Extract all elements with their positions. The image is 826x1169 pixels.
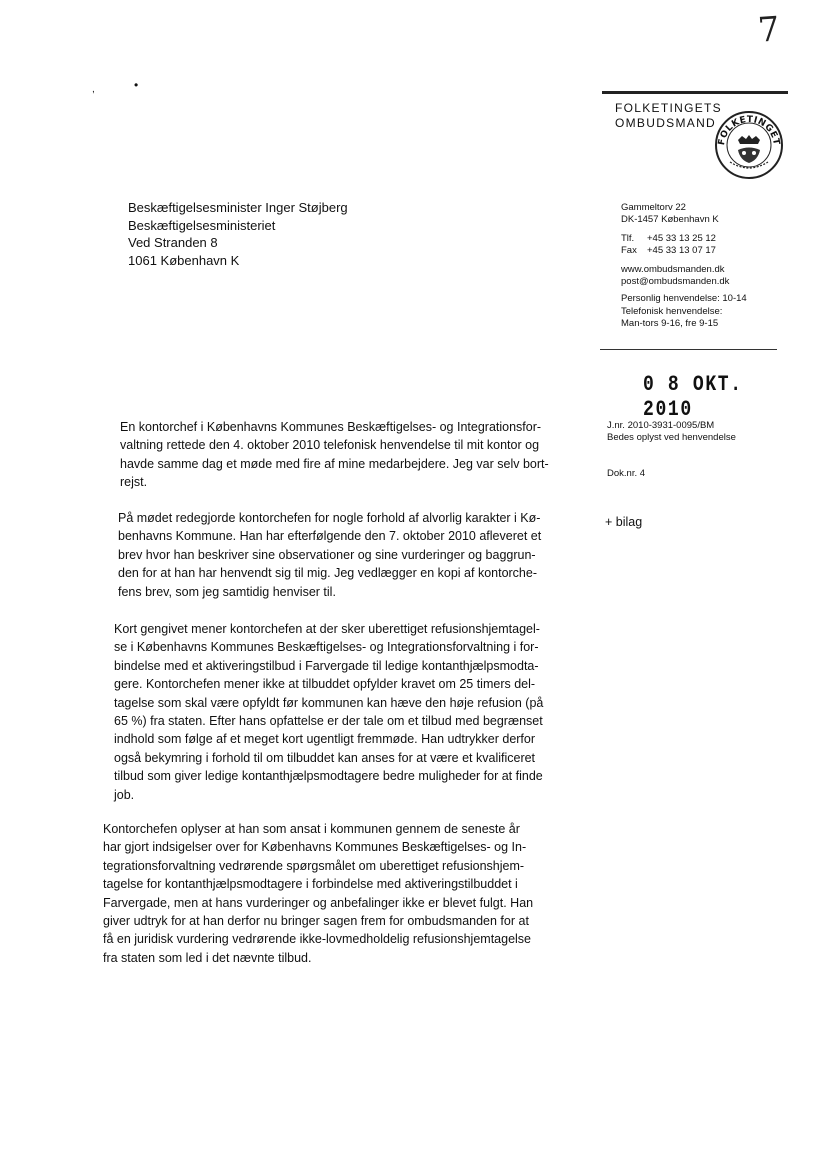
text-line: brev hvor han beskriver sine observationer og sine vurderinger og baggrun-	[118, 547, 536, 562]
text-line: 65 %) fra staten. Efter hans opfattelse er der tale om et tilbud med begrænset	[114, 714, 543, 729]
text-line: tegrationsforvaltning vedrørende spørgsmålet om uberettiget refusionshjem-	[103, 858, 525, 873]
text-line: Kontorchefen oplyser at han som ansat i kommunen gennem de seneste år	[103, 822, 520, 836]
body-paragraph-2	[118, 509, 541, 601]
body-paragraph-4	[103, 820, 533, 967]
body-paragraph-1	[120, 418, 549, 492]
phone-label: Tlf.	[621, 232, 635, 244]
page-number: 7	[756, 9, 782, 51]
phone-hours: Man-tors 9-16, fre 9-15	[621, 318, 719, 330]
personal-hours: Personlig henvendelse: 10-14	[621, 293, 747, 305]
scan-speck: •	[134, 78, 139, 92]
text-line: den for at han har henvendt sig til mig. Jeg vedlægger en kopi af kontorche-	[118, 566, 538, 581]
text-line: har gjort indsigelser over for Københavns Kommunes Beskæftigelses- og In-	[103, 840, 527, 855]
contact-rule	[600, 349, 777, 350]
text-line: giver udtryk for at han derfor nu bringer sagen frem for ombudsmanden for at	[103, 914, 529, 929]
text-line: tagelse som skal være opfyldt før kommunen kan hæve den høje refusion (på	[114, 695, 544, 710]
text-line: få en juridisk vurdering vedrørende ikke-lovmedholdelig refusionshjemtagelse	[103, 932, 531, 947]
text-line: tilbud som giver ledige kontanthjælpsmodtagere bedre muligheder for at finde	[114, 769, 543, 784]
recipient-ministry: Beskæftigelsesministeriet	[128, 217, 276, 233]
text-line: job.	[114, 787, 135, 802]
journal-number: J.nr. 2010-3931-0095/BM	[607, 420, 715, 431]
sender-city: DK-1457 København K	[621, 214, 719, 226]
recipient-name: Beskæftigelsesminister Inger Støjberg	[128, 200, 348, 215]
phone-hours-label: Telefonisk henvendelse:	[621, 305, 723, 317]
text-line: havde samme dag et møde med fire af mine medarbejdere. Jeg var selv bort-	[120, 456, 549, 471]
text-line: benhavns Kommune. Han har efterfølgende den 7. oktober 2010 afleveret et	[118, 529, 542, 544]
text-line: gere. Kontorchefen mener ikke at tilbuddet opfylder kravet om 25 timers del-	[114, 677, 536, 692]
body-paragraph-3	[114, 620, 543, 804]
date-stamp: 0 8 OKT. 2010	[643, 372, 743, 422]
sender-organization	[615, 101, 722, 131]
text-line: indhold som følge af et meget kort ugentligt fremmøde. Han udtrykker derfor	[114, 732, 536, 747]
text-line: se i Københavns Kommunes Beskæftigelses- og Integrationsforvaltning i for-	[114, 640, 539, 655]
fax-label: Fax	[621, 245, 637, 257]
org-line-1: FOLKETINGETS	[615, 101, 722, 115]
fax-line	[621, 245, 747, 257]
text-line: bindelse med et aktiveringstilbud i Farvergade til ledige kontanthjælpsmodta-	[114, 658, 539, 673]
text-line: tagelse for kontanthjælpsmodtagere i forbindelse med aktiveringstilbuddet i	[103, 877, 518, 892]
website-link: www.ombudsmanden.dk	[621, 263, 725, 275]
scan-speck: ,	[92, 84, 95, 95]
svg-text:FOLKETINGET: FOLKETINGET	[716, 114, 782, 147]
recipient-city: 1061 København K	[128, 252, 240, 268]
text-line: valtning rettede den 4. oktober 2010 telefonisk henvendelse til mit kontor og	[120, 438, 540, 453]
text-line: Kort gengivet mener kontorchefen at der sker uberettiget refusionshjemtagel-	[114, 622, 540, 636]
text-line: Farvergade, men at hans vurderinger og anbefalinger ikke er blevet fulgt. Han	[103, 895, 534, 910]
phone-number: +45 33 13 25 12	[647, 232, 716, 244]
header-rule	[602, 91, 788, 94]
org-line-2: OMBUDSMAND	[615, 116, 717, 130]
sender-street: Gammeltorv 22	[621, 202, 686, 213]
text-line: På mødet redegjorde kontorchefen for nogle forhold af alvorlig karakter i Kø-	[118, 511, 541, 525]
recipient-address	[128, 199, 348, 269]
text-line: En kontorchef i Københavns Kommunes Beskæftigelses- og Integrationsfor-	[120, 420, 542, 434]
sender-contact-info	[621, 202, 747, 331]
document-number: Dok.nr. 4	[607, 468, 646, 479]
folketinget-seal-icon	[714, 110, 784, 180]
text-line: også bekymring i forhold til om tilbuddet kan anses for at være et kvalificeret	[114, 750, 536, 765]
text-line: fens brev, som jeg samtidig henviser til.	[118, 584, 336, 599]
reference-note: Bedes oplyst ved henvendelse	[607, 432, 736, 443]
enclosure-note: + bilag	[605, 515, 643, 529]
recipient-street: Ved Stranden 8	[128, 235, 218, 250]
email-link: post@ombudsmanden.dk	[621, 276, 730, 288]
fax-number: +45 33 13 07 17	[647, 245, 716, 257]
text-line: rejst.	[120, 475, 148, 490]
text-line: fra staten som led i det nævnte tilbud.	[103, 950, 312, 965]
phone-line	[621, 233, 747, 245]
